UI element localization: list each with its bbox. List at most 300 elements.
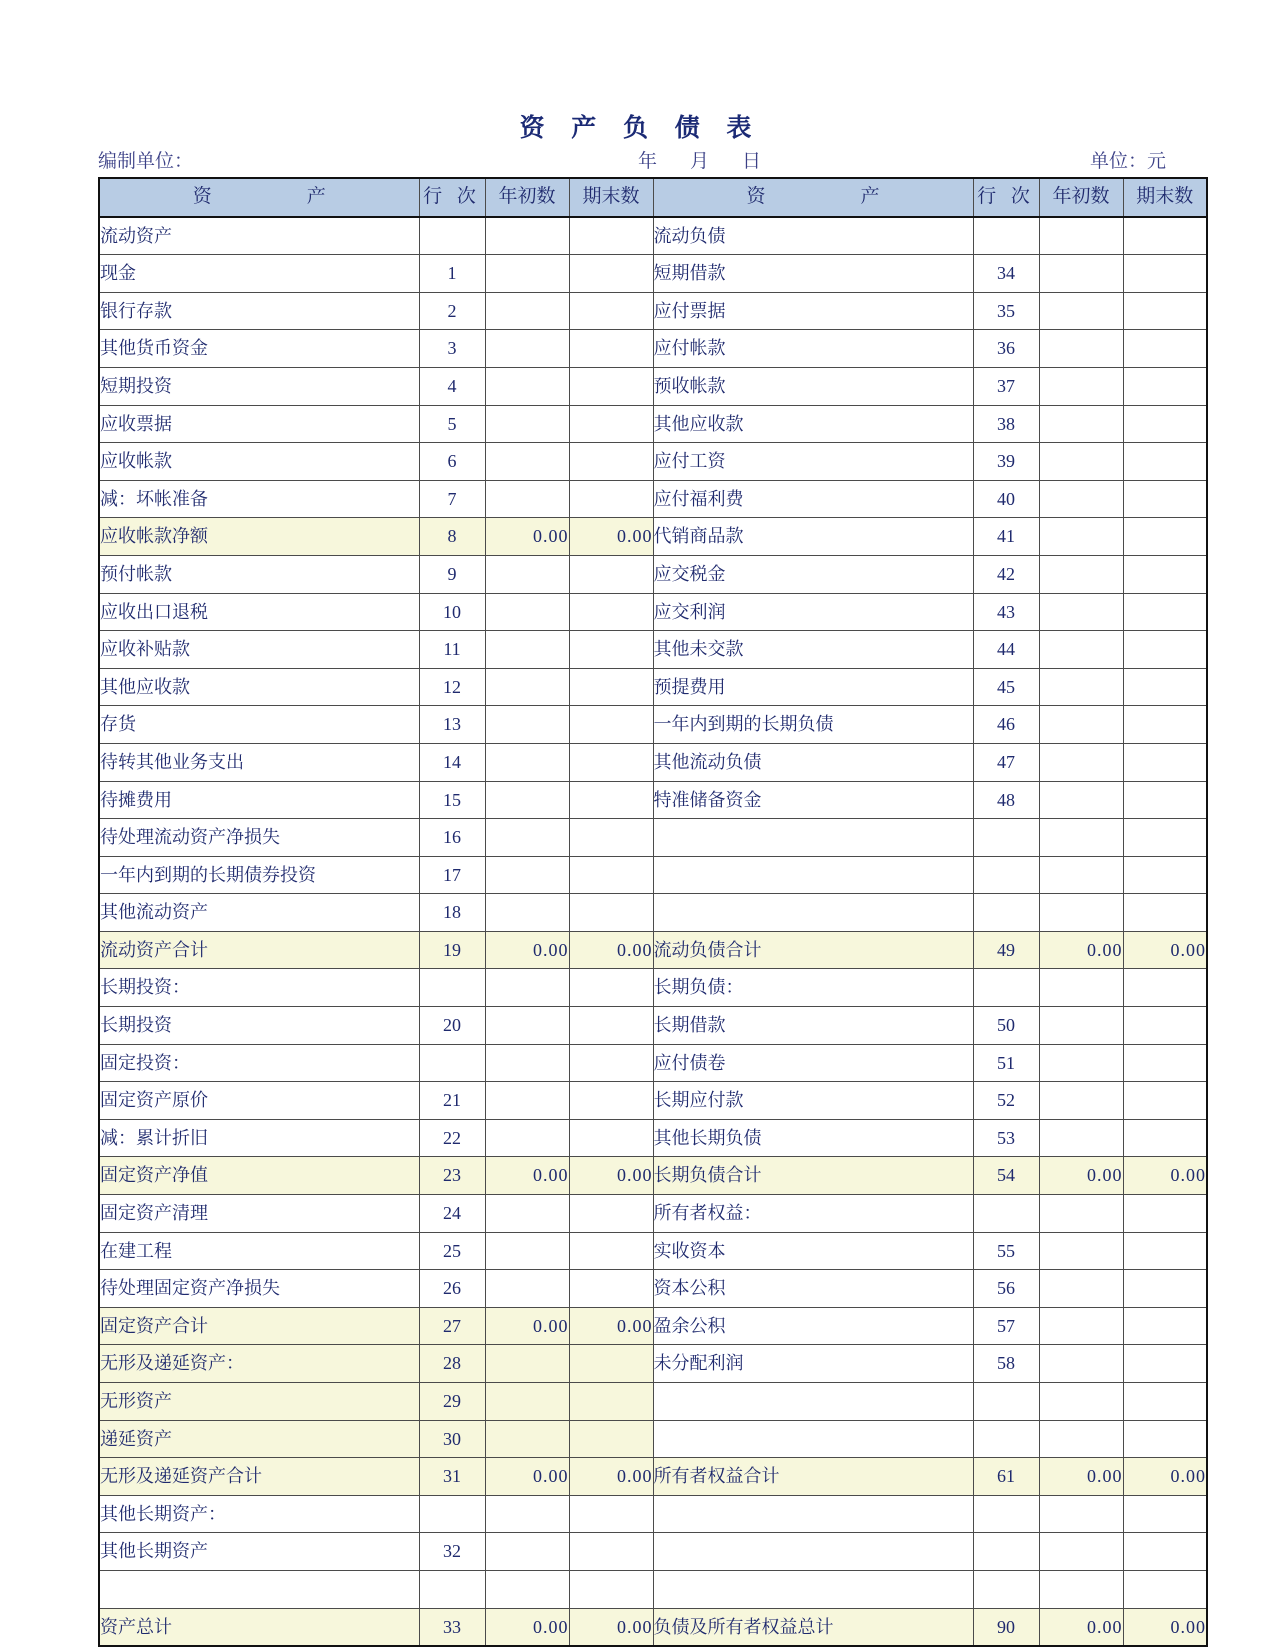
left-end-value[interactable]	[569, 405, 653, 443]
balance-sheet-table	[98, 177, 1208, 1647]
left-begin-value[interactable]: 0.00	[485, 1458, 569, 1496]
right-end-value[interactable]	[1123, 1307, 1207, 1345]
right-item-label: 应付票据	[653, 292, 973, 330]
left-end-value[interactable]	[569, 743, 653, 781]
right-begin-value[interactable]	[1039, 1232, 1123, 1270]
table-row	[99, 518, 1207, 556]
right-end-value[interactable]: 0.00	[1123, 931, 1207, 969]
right-begin-value[interactable]	[1039, 1044, 1123, 1082]
right-item-label: 特准储备资金	[653, 781, 973, 819]
left-item-label: 待处理固定资产净损失	[99, 1270, 419, 1308]
left-end-value[interactable]: 0.00	[569, 1307, 653, 1345]
right-end-value[interactable]	[1123, 1345, 1207, 1383]
right-row-number: 43	[973, 593, 1039, 631]
left-begin-value[interactable]: 0.00	[485, 518, 569, 556]
right-item-label	[653, 819, 973, 857]
left-begin-value[interactable]	[485, 969, 569, 1007]
right-end-value[interactable]: 0.00	[1123, 1608, 1207, 1646]
right-begin-value[interactable]	[1039, 1383, 1123, 1421]
right-end-value[interactable]	[1123, 367, 1207, 405]
right-item-label: 应交利润	[653, 593, 973, 631]
right-end-value[interactable]: 0.00	[1123, 1157, 1207, 1195]
left-end-value[interactable]	[569, 1383, 653, 1421]
left-item-label: 短期投资	[99, 367, 419, 405]
left-begin-value[interactable]	[485, 255, 569, 293]
left-item-label: 无形及递延资产合计	[99, 1458, 419, 1496]
left-end-value[interactable]	[569, 480, 653, 518]
table-row	[99, 593, 1207, 631]
left-end-value[interactable]	[569, 1082, 653, 1120]
right-item-label: 应交税金	[653, 555, 973, 593]
right-row-number: 46	[973, 706, 1039, 744]
left-end-value[interactable]: 0.00	[569, 518, 653, 556]
right-end-value[interactable]	[1123, 1232, 1207, 1270]
right-row-number: 45	[973, 668, 1039, 706]
left-begin-value[interactable]	[485, 1195, 569, 1233]
right-row-number	[973, 856, 1039, 894]
left-begin-value[interactable]	[485, 1495, 569, 1533]
left-begin-value[interactable]: 0.00	[485, 931, 569, 969]
right-end-value[interactable]	[1123, 405, 1207, 443]
left-end-value[interactable]	[569, 330, 653, 368]
left-end-value[interactable]	[569, 819, 653, 857]
left-end-value[interactable]	[569, 555, 653, 593]
left-end-value[interactable]: 0.00	[569, 1458, 653, 1496]
left-row-number: 7	[419, 480, 485, 518]
right-item-label: 长期负债合计	[653, 1157, 973, 1195]
left-begin-value[interactable]	[485, 1533, 569, 1571]
left-item-label: 固定资产净值	[99, 1157, 419, 1195]
left-row-number: 2	[419, 292, 485, 330]
right-begin-value[interactable]	[1039, 1570, 1123, 1608]
left-row-number: 8	[419, 518, 485, 556]
left-item-label: 固定资产合计	[99, 1307, 419, 1345]
right-item-label: 应付帐款	[653, 330, 973, 368]
right-item-label: 负债及所有者权益总计	[653, 1608, 973, 1646]
right-item-label: 流动负债合计	[653, 931, 973, 969]
left-begin-value[interactable]	[485, 217, 569, 255]
left-item-label: 银行存款	[99, 292, 419, 330]
left-row-number: 28	[419, 1345, 485, 1383]
col-header-left-item: 资 产	[99, 178, 419, 217]
table-row	[99, 1119, 1207, 1157]
left-end-value[interactable]	[569, 292, 653, 330]
right-row-number: 58	[973, 1345, 1039, 1383]
left-item-label: 资产总计	[99, 1608, 419, 1646]
right-begin-value[interactable]	[1039, 706, 1123, 744]
left-item-label: 应收补贴款	[99, 631, 419, 669]
right-row-number: 51	[973, 1044, 1039, 1082]
table-row	[99, 217, 1207, 255]
left-row-number: 11	[419, 631, 485, 669]
right-end-value[interactable]	[1123, 518, 1207, 556]
left-item-label: 流动资产	[99, 217, 419, 255]
right-item-label: 长期借款	[653, 1007, 973, 1045]
right-end-value[interactable]	[1123, 443, 1207, 481]
right-end-value[interactable]	[1123, 819, 1207, 857]
right-row-number: 61	[973, 1458, 1039, 1496]
left-end-value[interactable]	[569, 367, 653, 405]
left-item-label: 其他应收款	[99, 668, 419, 706]
right-end-value[interactable]	[1123, 631, 1207, 669]
table-row	[99, 1157, 1207, 1195]
table-row	[99, 1420, 1207, 1458]
left-end-value[interactable]	[569, 631, 653, 669]
left-row-number	[419, 1570, 485, 1608]
right-item-label: 长期负债：	[653, 969, 973, 1007]
right-begin-value[interactable]	[1039, 1082, 1123, 1120]
right-row-number: 53	[973, 1119, 1039, 1157]
left-begin-value[interactable]	[485, 1082, 569, 1120]
right-begin-value[interactable]	[1039, 1345, 1123, 1383]
left-item-label: 其他长期资产：	[99, 1495, 419, 1533]
right-end-value[interactable]	[1123, 781, 1207, 819]
right-item-label: 其他流动负债	[653, 743, 973, 781]
right-item-label: 其他应收款	[653, 405, 973, 443]
left-row-number: 12	[419, 668, 485, 706]
right-end-value[interactable]	[1123, 292, 1207, 330]
left-begin-value[interactable]	[485, 1420, 569, 1458]
right-begin-value[interactable]	[1039, 217, 1123, 255]
left-end-value[interactable]	[569, 1119, 653, 1157]
right-begin-value[interactable]	[1039, 1270, 1123, 1308]
right-begin-value[interactable]	[1039, 1007, 1123, 1045]
right-begin-value[interactable]	[1039, 555, 1123, 593]
left-row-number: 23	[419, 1157, 485, 1195]
table-row	[99, 1570, 1207, 1608]
unit-label: 单位：元	[1089, 151, 1166, 172]
right-item-label: 短期借款	[653, 255, 973, 293]
table-row	[99, 1608, 1207, 1646]
table-row	[99, 405, 1207, 443]
left-row-number: 27	[419, 1307, 485, 1345]
left-end-value[interactable]	[569, 1044, 653, 1082]
left-item-label: 在建工程	[99, 1232, 419, 1270]
left-begin-value[interactable]	[485, 631, 569, 669]
right-begin-value[interactable]	[1039, 819, 1123, 857]
right-end-value[interactable]	[1123, 1270, 1207, 1308]
left-end-value[interactable]: 0.00	[569, 931, 653, 969]
table-row	[99, 743, 1207, 781]
right-end-value[interactable]	[1123, 1044, 1207, 1082]
right-row-number	[973, 1383, 1039, 1421]
left-row-number: 1	[419, 255, 485, 293]
right-begin-value[interactable]	[1039, 781, 1123, 819]
right-end-value[interactable]	[1123, 480, 1207, 518]
left-item-label: 应收帐款	[99, 443, 419, 481]
left-end-value[interactable]	[569, 593, 653, 631]
left-end-value[interactable]	[569, 1007, 653, 1045]
right-end-value[interactable]	[1123, 1007, 1207, 1045]
right-begin-value[interactable]	[1039, 480, 1123, 518]
left-begin-value[interactable]	[485, 1007, 569, 1045]
left-end-value[interactable]	[569, 1232, 653, 1270]
table-row	[99, 1307, 1207, 1345]
right-end-value[interactable]	[1123, 856, 1207, 894]
right-end-value[interactable]: 0.00	[1123, 1458, 1207, 1496]
right-row-number: 47	[973, 743, 1039, 781]
right-end-value[interactable]	[1123, 217, 1207, 255]
table-header-row	[99, 178, 1207, 217]
left-begin-value[interactable]	[485, 894, 569, 932]
right-begin-value[interactable]	[1039, 856, 1123, 894]
right-row-number: 42	[973, 555, 1039, 593]
left-end-value[interactable]	[569, 1270, 653, 1308]
right-begin-value[interactable]: 0.00	[1039, 1157, 1123, 1195]
right-begin-value[interactable]	[1039, 668, 1123, 706]
right-begin-value[interactable]: 0.00	[1039, 1608, 1123, 1646]
left-end-value[interactable]	[569, 969, 653, 1007]
right-begin-value[interactable]	[1039, 330, 1123, 368]
left-end-value[interactable]: 0.00	[569, 1157, 653, 1195]
right-begin-value[interactable]	[1039, 593, 1123, 631]
left-begin-value[interactable]	[485, 443, 569, 481]
right-row-number: 54	[973, 1157, 1039, 1195]
right-begin-value[interactable]: 0.00	[1039, 1458, 1123, 1496]
left-row-number: 21	[419, 1082, 485, 1120]
left-item-label: 存货	[99, 706, 419, 744]
left-begin-value[interactable]	[485, 405, 569, 443]
right-item-label: 预收帐款	[653, 367, 973, 405]
right-row-number: 50	[973, 1007, 1039, 1045]
col-header-right-rowno: 行 次	[973, 178, 1039, 217]
table-row	[99, 1383, 1207, 1421]
right-end-value[interactable]	[1123, 593, 1207, 631]
right-begin-value[interactable]	[1039, 969, 1123, 1007]
table-row	[99, 631, 1207, 669]
left-row-number	[419, 1044, 485, 1082]
left-begin-value[interactable]	[485, 480, 569, 518]
right-end-value[interactable]	[1123, 255, 1207, 293]
left-item-label: 长期投资：	[99, 969, 419, 1007]
left-begin-value[interactable]	[485, 668, 569, 706]
right-begin-value[interactable]	[1039, 1119, 1123, 1157]
left-begin-value[interactable]	[485, 1383, 569, 1421]
left-row-number: 25	[419, 1232, 485, 1270]
left-row-number: 15	[419, 781, 485, 819]
right-end-value[interactable]	[1123, 969, 1207, 1007]
right-item-label	[653, 856, 973, 894]
left-begin-value[interactable]	[485, 1270, 569, 1308]
right-begin-value[interactable]	[1039, 405, 1123, 443]
right-row-number	[973, 894, 1039, 932]
left-row-number	[419, 217, 485, 255]
right-item-label: 流动负债	[653, 217, 973, 255]
right-row-number: 41	[973, 518, 1039, 556]
left-item-label: 固定资产清理	[99, 1195, 419, 1233]
right-item-label: 预提费用	[653, 668, 973, 706]
table-row	[99, 367, 1207, 405]
right-end-value[interactable]	[1123, 1495, 1207, 1533]
right-row-number: 49	[973, 931, 1039, 969]
right-row-number: 48	[973, 781, 1039, 819]
left-end-value[interactable]	[569, 781, 653, 819]
left-begin-value[interactable]	[485, 706, 569, 744]
right-item-label: 所有者权益合计	[653, 1458, 973, 1496]
left-item-label: 待转其他业务支出	[99, 743, 419, 781]
right-item-label: 未分配利润	[653, 1345, 973, 1383]
left-item-label: 流动资产合计	[99, 931, 419, 969]
right-end-value[interactable]	[1123, 555, 1207, 593]
left-item-label: 固定资产原价	[99, 1082, 419, 1120]
right-row-number: 37	[973, 367, 1039, 405]
left-item-label: 应收出口退税	[99, 593, 419, 631]
left-begin-value[interactable]	[485, 1232, 569, 1270]
table-row	[99, 1345, 1207, 1383]
left-row-number: 24	[419, 1195, 485, 1233]
table-row	[99, 781, 1207, 819]
table-body	[99, 217, 1207, 1647]
left-end-value[interactable]	[569, 443, 653, 481]
col-header-right-begin: 年初数	[1039, 178, 1123, 217]
left-end-value[interactable]	[569, 894, 653, 932]
right-row-number: 55	[973, 1232, 1039, 1270]
right-begin-value[interactable]	[1039, 1495, 1123, 1533]
left-end-value[interactable]	[569, 1420, 653, 1458]
left-item-label: 应收帐款净额	[99, 518, 419, 556]
left-begin-value[interactable]: 0.00	[485, 1157, 569, 1195]
left-row-number: 19	[419, 931, 485, 969]
left-begin-value[interactable]	[485, 781, 569, 819]
right-end-value[interactable]	[1123, 1570, 1207, 1608]
right-item-label: 盈余公积	[653, 1307, 973, 1345]
left-end-value[interactable]	[569, 1345, 653, 1383]
left-end-value[interactable]	[569, 255, 653, 293]
left-row-number: 10	[419, 593, 485, 631]
left-begin-value[interactable]	[485, 367, 569, 405]
right-begin-value[interactable]	[1039, 743, 1123, 781]
table-row	[99, 1232, 1207, 1270]
left-row-number: 18	[419, 894, 485, 932]
right-end-value[interactable]	[1123, 894, 1207, 932]
left-begin-value[interactable]: 0.00	[485, 1608, 569, 1646]
left-begin-value[interactable]	[485, 856, 569, 894]
table-row	[99, 1007, 1207, 1045]
left-begin-value[interactable]	[485, 593, 569, 631]
right-begin-value[interactable]	[1039, 1420, 1123, 1458]
col-header-left-begin: 年初数	[485, 178, 569, 217]
left-end-value[interactable]	[569, 1533, 653, 1571]
right-item-label: 应付工资	[653, 443, 973, 481]
page-title: 资 产 负 债 表	[519, 113, 761, 142]
left-begin-value[interactable]	[485, 1570, 569, 1608]
table-row	[99, 856, 1207, 894]
table-row	[99, 292, 1207, 330]
left-begin-value[interactable]	[485, 1119, 569, 1157]
right-item-label	[653, 1383, 973, 1421]
right-item-label: 一年内到期的长期负债	[653, 706, 973, 744]
right-end-value[interactable]	[1123, 706, 1207, 744]
left-end-value[interactable]	[569, 1195, 653, 1233]
right-begin-value[interactable]	[1039, 1533, 1123, 1571]
left-row-number: 17	[419, 856, 485, 894]
left-row-number: 4	[419, 367, 485, 405]
right-row-number	[973, 969, 1039, 1007]
table-row	[99, 330, 1207, 368]
right-begin-value[interactable]	[1039, 255, 1123, 293]
left-end-value[interactable]	[569, 1570, 653, 1608]
left-item-label: 递延资产	[99, 1420, 419, 1458]
table-row	[99, 1495, 1207, 1533]
right-end-value[interactable]	[1123, 1082, 1207, 1120]
left-begin-value[interactable]	[485, 292, 569, 330]
table-row	[99, 1270, 1207, 1308]
table-row	[99, 443, 1207, 481]
table-row	[99, 931, 1207, 969]
right-end-value[interactable]	[1123, 1119, 1207, 1157]
left-end-value[interactable]	[569, 668, 653, 706]
left-begin-value[interactable]: 0.00	[485, 1307, 569, 1345]
right-begin-value[interactable]	[1039, 1307, 1123, 1345]
table-row	[99, 1082, 1207, 1120]
left-begin-value[interactable]	[485, 1345, 569, 1383]
left-row-number: 9	[419, 555, 485, 593]
left-row-number: 33	[419, 1608, 485, 1646]
left-end-value[interactable]: 0.00	[569, 1608, 653, 1646]
right-end-value[interactable]	[1123, 668, 1207, 706]
table-row	[99, 1458, 1207, 1496]
left-begin-value[interactable]	[485, 819, 569, 857]
table-row	[99, 1044, 1207, 1082]
right-begin-value[interactable]	[1039, 631, 1123, 669]
right-row-number	[973, 1570, 1039, 1608]
right-item-label: 其他长期负债	[653, 1119, 973, 1157]
left-row-number: 20	[419, 1007, 485, 1045]
right-begin-value[interactable]	[1039, 443, 1123, 481]
left-row-number: 31	[419, 1458, 485, 1496]
right-item-label: 实收资本	[653, 1232, 973, 1270]
right-end-value[interactable]	[1123, 1533, 1207, 1571]
col-header-right-item: 资 产	[653, 178, 973, 217]
left-item-label: 待处理流动资产净损失	[99, 819, 419, 857]
right-item-label	[653, 894, 973, 932]
left-begin-value[interactable]	[485, 743, 569, 781]
left-begin-value[interactable]	[485, 1044, 569, 1082]
left-end-value[interactable]	[569, 706, 653, 744]
table-row	[99, 706, 1207, 744]
left-begin-value[interactable]	[485, 555, 569, 593]
right-end-value[interactable]	[1123, 1383, 1207, 1421]
left-item-label: 减：累计折旧	[99, 1119, 419, 1157]
right-begin-value[interactable]	[1039, 367, 1123, 405]
table-row	[99, 1533, 1207, 1571]
right-end-value[interactable]	[1123, 1195, 1207, 1233]
left-begin-value[interactable]	[485, 330, 569, 368]
right-begin-value[interactable]: 0.00	[1039, 931, 1123, 969]
left-item-label: 一年内到期的长期债券投资	[99, 856, 419, 894]
table-row	[99, 255, 1207, 293]
right-begin-value[interactable]	[1039, 292, 1123, 330]
left-end-value[interactable]	[569, 856, 653, 894]
left-end-value[interactable]	[569, 217, 653, 255]
right-end-value[interactable]	[1123, 1420, 1207, 1458]
right-row-number	[973, 1533, 1039, 1571]
col-header-left-rowno: 行 次	[419, 178, 485, 217]
right-begin-value[interactable]	[1039, 518, 1123, 556]
left-end-value[interactable]	[569, 1495, 653, 1533]
right-begin-value[interactable]	[1039, 894, 1123, 932]
right-begin-value[interactable]	[1039, 1195, 1123, 1233]
right-row-number: 40	[973, 480, 1039, 518]
left-row-number: 5	[419, 405, 485, 443]
left-item-label: 待摊费用	[99, 781, 419, 819]
table-row	[99, 555, 1207, 593]
table-row	[99, 480, 1207, 518]
right-end-value[interactable]	[1123, 743, 1207, 781]
left-item-label: 固定投资：	[99, 1044, 419, 1082]
right-row-number: 44	[973, 631, 1039, 669]
right-end-value[interactable]	[1123, 330, 1207, 368]
